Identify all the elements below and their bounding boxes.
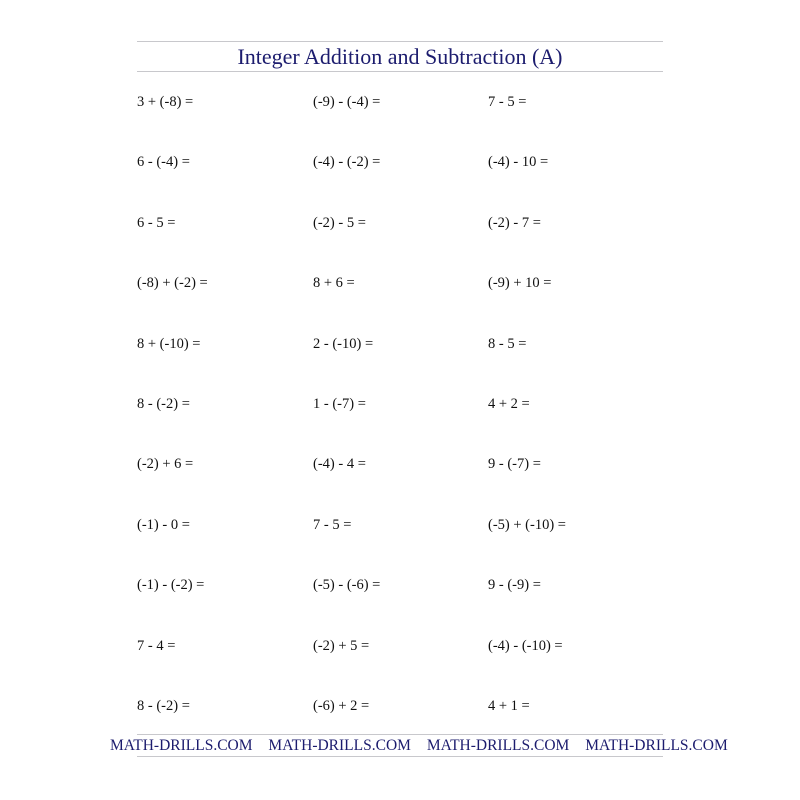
problem-item: (-4) - (-10) = [488,637,563,654]
problem-item: (-2) + 5 = [313,637,370,654]
problem-item: 8 + (-10) = [137,335,201,352]
problem-item: (-1) - 0 = [137,516,190,533]
problem-row [137,394,663,414]
problem-row [137,575,663,595]
problem-item: (-9) + 10 = [488,275,552,292]
problem-item: (-9) - (-4) = [313,94,381,110]
problem-item: (-6) + 2 = [313,698,370,714]
problem-item: 9 - (-7) = [488,456,541,473]
problem-item: (-4) - 4 = [313,456,366,473]
worksheet-title: Integer Addition and Subtraction (A) [237,44,563,69]
problem-item: 8 - 5 = [488,335,527,352]
footer-watermark [110,735,740,756]
problem-item: 4 + 1 = [488,698,530,714]
problem-item: 8 - (-2) = [137,698,190,714]
problem-item: 6 - 5 = [137,214,176,231]
problem-item: 3 + (-8) = [137,94,194,110]
problem-item: 8 - (-2) = [137,396,190,412]
problem-item: (-5) + (-10) = [488,516,566,533]
problem-item: 6 - (-4) = [137,154,190,171]
footer-text: MATH-DRILLS.COM [268,737,411,754]
problem-item: (-2) + 6 = [137,456,194,473]
problem-item: 7 - 4 = [137,637,176,654]
problem-item: 7 - 5 = [488,94,527,110]
footer-bottom-rule [137,756,663,757]
problem-item: (-4) - 10 = [488,154,549,171]
problem-row [137,152,663,172]
problem-row [137,696,663,716]
footer-text: MATH-DRILLS.COM [110,737,253,754]
problem-row [137,92,663,112]
problem-item: 8 + 6 = [313,275,355,292]
problem-row [137,213,663,233]
problem-item: 9 - (-9) = [488,577,541,594]
title-bottom-rule [137,71,663,72]
problem-item: 1 - (-7) = [313,396,366,412]
problem-item: (-2) - 5 = [313,214,366,231]
problem-row [137,273,663,293]
worksheet-page [110,0,728,800]
problem-item: (-2) - 7 = [488,214,541,231]
problem-item: 2 - (-10) = [313,335,374,352]
problem-item: (-5) - (-6) = [313,577,381,594]
problem-row [137,454,663,474]
problem-item: (-4) - (-2) = [313,154,381,171]
problem-item: (-8) + (-2) = [137,275,208,292]
problem-item: (-1) - (-2) = [137,577,205,594]
title-top-rule [137,41,663,42]
problem-item: 7 - 5 = [313,516,352,533]
problem-item: 4 + 2 = [488,396,530,412]
footer-text: MATH-DRILLS.COM [426,737,570,754]
problem-row [137,515,663,535]
problem-row [137,636,663,656]
problem-row [137,334,663,354]
footer-banner [110,735,728,756]
footer-text: MATH-DRILLS.COM [585,737,728,754]
